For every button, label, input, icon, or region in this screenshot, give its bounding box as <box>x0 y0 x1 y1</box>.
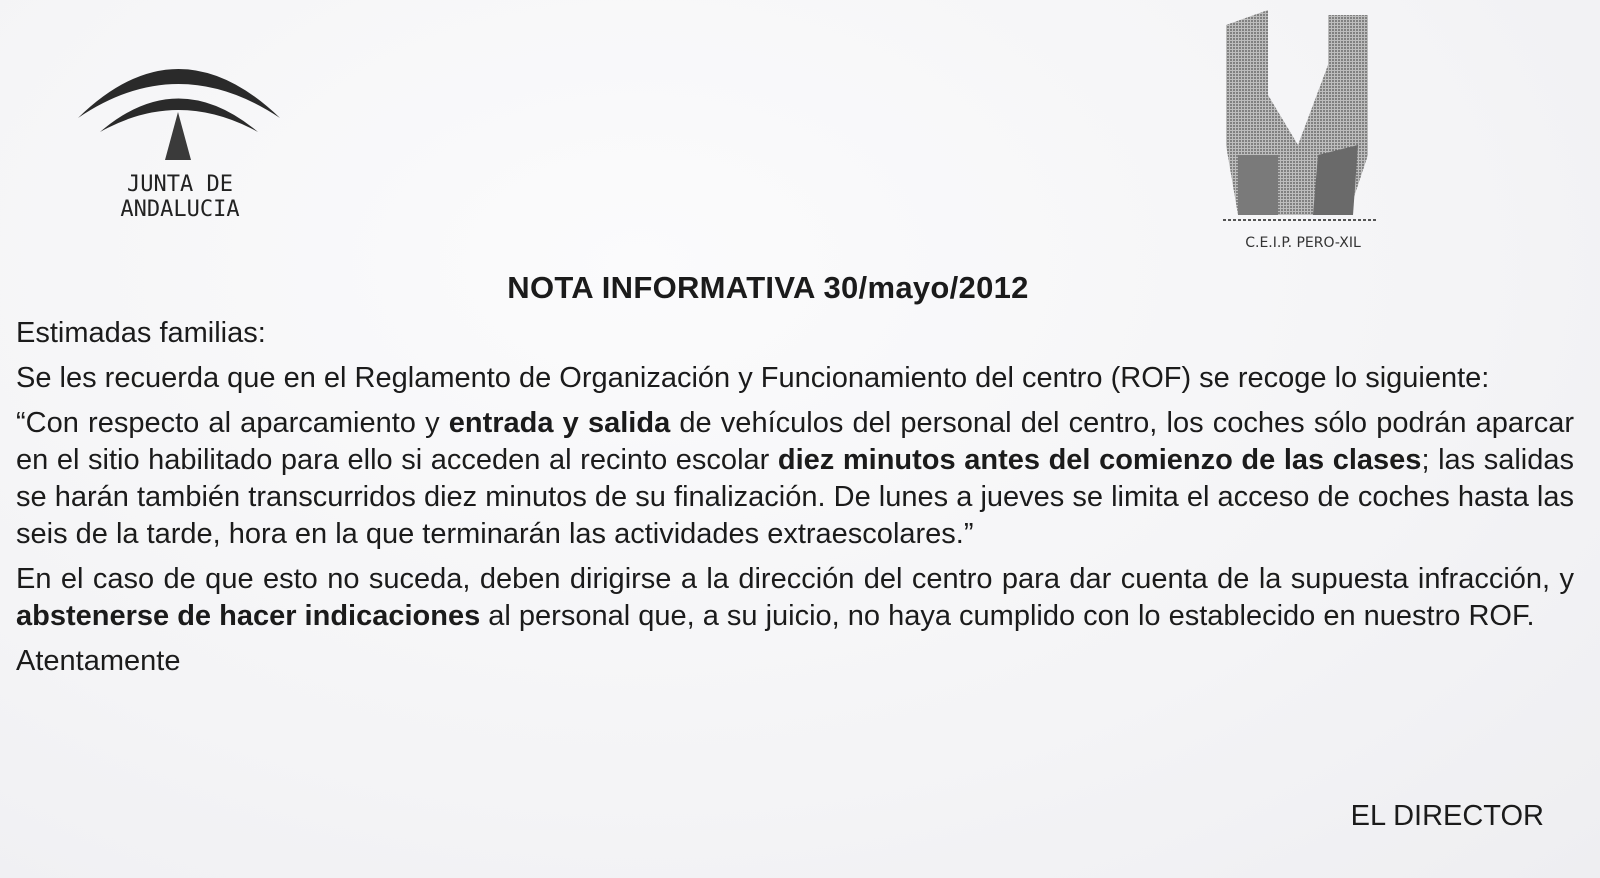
paragraph-instructions <box>16 561 1574 635</box>
greeting: Estimadas familias: <box>16 317 266 349</box>
ceip-logo-caption: C.E.I.P. PERO-XIL <box>1245 235 1361 251</box>
instr-text-1: En el caso de que esto no suceda, deben dirigirse a la dirección del centro para dar cuenta de la supuesta infracción, y <box>16 563 1574 595</box>
signature: EL DIRECTOR <box>1350 800 1544 832</box>
ceip-pero-xil-logo <box>1218 5 1388 255</box>
paragraph-intro: Se les recuerda que en el Reglamento de Organización y Funcionamiento del centro (ROF) se recoge lo siguiente: <box>16 362 1490 394</box>
paragraph-rof-quote <box>16 405 1574 553</box>
junta-logo-caption: JUNTA DE ANDALUCIA <box>120 172 240 222</box>
quote-text-1: “Con respecto al aparcamiento y <box>16 407 449 439</box>
quote-text-2: de vehículos del personal del centro, los coches sólo podrán aparcar en el sitio habilitado para ello si acceden al recinto escolar <box>16 407 1574 476</box>
junta-arcs-icon <box>70 40 290 170</box>
document-title: NOTA INFORMATIVA 30/mayo/2012 <box>507 270 1029 305</box>
quote-text-3: ; las salidas se harán también transcurridos diez minutos de su finalización. De lunes a jueves se limita el acceso de coches hasta las seis de la tarde, hora en la que terminarán las actividades extraescolares.” <box>16 444 1575 550</box>
instr-bold-1: abstenerse de hacer indicaciones <box>16 600 481 632</box>
quote-bold-1: entrada y salida <box>448 407 671 439</box>
closing: Atentamente <box>16 645 181 677</box>
quote-bold-2: diez minutos antes del comienzo de las clases <box>777 444 1422 476</box>
document-body <box>16 315 1574 680</box>
junta-de-andalucia-logo <box>70 40 290 222</box>
castle-tower-icon <box>1218 5 1388 235</box>
instr-text-2: al personal que, a su juicio, no haya cumplido con lo establecido en nuestro ROF. <box>480 600 1535 632</box>
